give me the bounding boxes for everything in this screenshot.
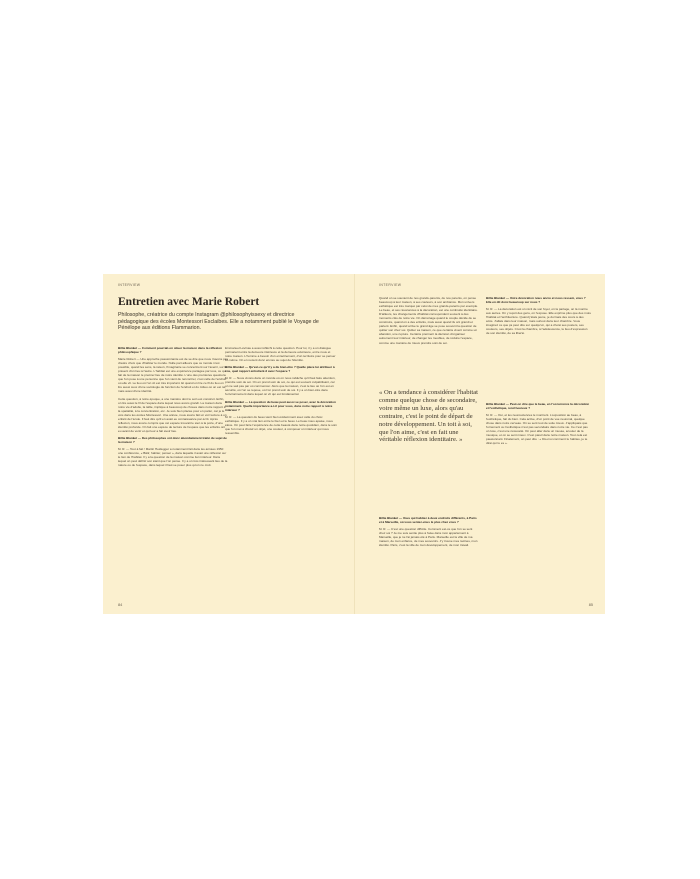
interview-question: Billie Blanket — Peut-on dire que le beau, en l'occurrence la décoration et l'esthétique, rend heureux ?	[486, 402, 590, 411]
page-number-left: 84	[118, 603, 123, 607]
interview-answer: Cette question, à notre époque, a une manière dont le soin est construit. Enfin, on lire aussi le fil de l'espace dans lequel nous avons grandi. La maison dans notre vie d'adulte, la table, implique à beaucoup de choses dans notre rapport à la spatialité, à la concentration, etc. Je suis bien placée pour en parler, car je le vois dans les écoles Montessori. Une année, nous avons fait un voir lecture à un enfant de l'école. Il faut dire qu'il en avait eu connaissance par écrit. Après réflexion, nous avons compris que cet espace trouvait le sien à la porte, d'une identité profonde. On fait une espèce de lecture de l'espace que les enfants ont eu avant de venir et qui leur a fait avoir lieu.	[118, 396, 227, 433]
interview-question: Billie Blanket — Comment pourrait-on situer la maison dans la réflexion philosophique ?	[118, 346, 222, 355]
interview-answer: M. R. — La question du beau vient bien évidemment avec celle du choix esthétique. Il y a un vrai lien entre le bien et le beau. Le beau nous apaise, nous élève. On peut faire l'expérience de cette beauté dans notre quotidien, dans le soin que l'on met à choisir un objet, une couleur, à composer un intérieur qui nous ressemble.	[225, 414, 337, 435]
running-head-left: INTERVIEW	[118, 283, 141, 287]
interview-question: Billie Blanket — Vous qui habitez à deux endroits différents, à Paris et à Marseille, où vous sentez-vous le plus chez vous ?	[379, 516, 477, 525]
text-column-1	[118, 346, 228, 598]
article-intro: Philosophe, créatrice du compte Instagram @philosophyissexy et directrice pédagogique des écoles Montessori Esclaibes. Elle a notamment publié le Voyage de Pénélope aux éditions Flammarion.	[118, 312, 319, 332]
pull-quote: « On a tendance à considérer l'habitat comme quelque chose de secondaire, voire même un luxe, alors qu'au contraire, c'est le point de départ de notre développement. Un toit à soi, que l'on aime, c'est en fait une véritable réflexion identitaire. »	[379, 389, 478, 444]
interview-answer: M. R. — Oui, et les neurosciences le montrent. L'exposition au beau, à l'esthétique, fait du bien. Cela active, d'un point de vue neuronal, quelque chose dans notre cerveau. On se sent tout de suite mieux. J'appliquais que l'ornement ou l'esthétique n'est pas secondaire dans notre vie. Ce n'est pas un luxe, c'est une nécessité. On peut aller dans un musée, écouter de la musique, et on se sent mieux. C'est pareil dans notre maison. Tout cela est passionnant. Finalement, on peut dire : « Dis-moi comment tu habites, je te dirai qui tu es ».	[486, 413, 588, 446]
interview-answer: Marie Robert — Une approche passionnante est de se dire que nous n'avons pas d'autre choix que d'habiter le monde. Nulle part ailleurs que ce monde n'est possible, quand les sens, la raison, l'imaginaire se concentrent sur l'avenir, sur le présent d'un lieu à l'autre. L'habitat est une expérience partagée par tous, ce qui fait de la maison le premier lieu de notre identité. L'une des premières questions que l'on pose à une personne que l'on vient de rencontrer, c'est celle de l'endroit où elle vit. Le lieu où l'on vit est très important. Et quand on lire ce fil du lieu on lire aussi ceux d'une sociologie de fonction de l'endroit et du milieu où on est né, mais aussi d'une identité.	[118, 357, 228, 394]
text-column-4	[486, 296, 591, 396]
page-gutter	[354, 274, 355, 614]
interview-answer: M. R. — La décoration est un récit de son foyer, on la partage, on la montre aux autres. On y reçoit des gens, on l'expose. Elle exprime plus que des mots l'habitat et l'architecture. Quand j'étais jeune, je dormais des cours à des amis. J'allais dans leur maison, mais surtout dans leur chambre. Vous imaginez ce que ça peut dire sur quelqu'un, qui a choisi ses posters, ses couleurs, ses objets. C'est la chambre, à l'adolescence, le lieu d'expression de son identité, de sa liberté.	[486, 307, 591, 336]
interview-answer: Quand on se souvient de nos grands-parents, de nos parents, on pense beaucoup à leur maison, à ses couleurs, à son ambiance. Mon univers esthétique est très marqué par celui de mes grands-parents par exemple. Le beau, et ses résonances à la décoration, est une continuité identitaire. D'ailleurs, les changements d'habitat correspondent souvent à des moments clés de notre vie. On déménage quand le couple décide de se construire, quand on a des enfants, mais aussi quand ils ont grandi et partent. Enfin, quand arrive le grand âge se pose souvent la question de quitter son chez soi. Quitter sa maison, ce que certains vivent comme un abandon, une rupture. Certains prennent la décision d'organiser autrement leur intérieur, de changer les meubles, de réduire l'espace, comme une manière de mieux prendre soin de soi.	[379, 296, 479, 345]
interview-question: Billie Blanket — Votre décoration nous ancre et nous ressem, vous ? Elle en dit donc beaucoup sur nous ?	[486, 296, 586, 305]
text-column-2	[225, 346, 337, 598]
text-column-3-lower	[379, 516, 479, 601]
text-column-3	[379, 296, 479, 386]
interview-answer: M. R. — C'est une question difficile. Comment est-ce que l'on se sent chez soi ? Je me suis sentie plus à l'aise dans mon appartement à Marseille, que je ne l'ai jamais été à Paris. Marseille est la ville de ma maison, de mon enfance, de mes souvenirs. J'y trouve mes racines, mon identité. Paris, c'est la ville de mon développement, de mon travail.	[379, 527, 478, 548]
interview-answer: M. R. — Tout à fait ! Martin Heidegger a notamment fait dans les années 1950 une conférence, « Bâtir, habiter, penser », dans laquelle il avait une réflexion sur le lien de l'habitat. Il y a la question de la maison comme lien intérieur. Dans lequel on peut définir son étant que l'on pense. Il y a un très intéressant lieu de la nature ou de l'espace, dans lequel il faut se poser plus qu'on ne croit.	[118, 447, 228, 468]
magazine-spread	[103, 274, 605, 614]
interview-answer: M. R. — Nous vivons dans un monde où on nous rabâche qu'il faut faire attention, prendre soin de soi. On en prend soin de soi, ce qui est souvent culpabilisant, car on ne sait pas par où commencer. Alors que la maison, c'est le lieu où l'on est en sécurité, où l'on se repose, où l'on prend soin de soi. Il y a un bien-être dans l'environnement dans lequel on vit qui est fondamental.	[225, 376, 336, 397]
interview-question: Billie Blanket — Qu'est-ce qu'il y a du bien-être ? Quelle place lui attribuer à vos, quel rapport entretient-il avec l'espace ?	[225, 365, 335, 374]
article-title: Entretien avec Marie Robert	[118, 296, 260, 308]
text-column-4-lower	[486, 402, 591, 522]
interview-question: Billie Blanket — Des philosophes ont donc abondamment traité du sujet de la maison ?	[118, 435, 227, 444]
running-head-right: INTERVIEW	[379, 283, 402, 287]
interview-answer: Emmanuel Lévinas a aussi réfléchi à cette question. Pour lui, il y a un dialogue permanent entre la demeure intérieure et la demeure extérieure, entre nous et notre maison. L'homme a besoin d'un enracinement, d'un territoire pour se penser lui-même. On en revient donc encore au sujet de l'identité.	[225, 346, 336, 363]
page-number-right: 85	[588, 603, 593, 607]
interview-question: Billie Blanket — La question du beau peut aussi se poser, avec la décoration notamment. Quelle importance a-t-il pour vous, dans notre rapport à notre intérieur ?	[225, 399, 336, 412]
